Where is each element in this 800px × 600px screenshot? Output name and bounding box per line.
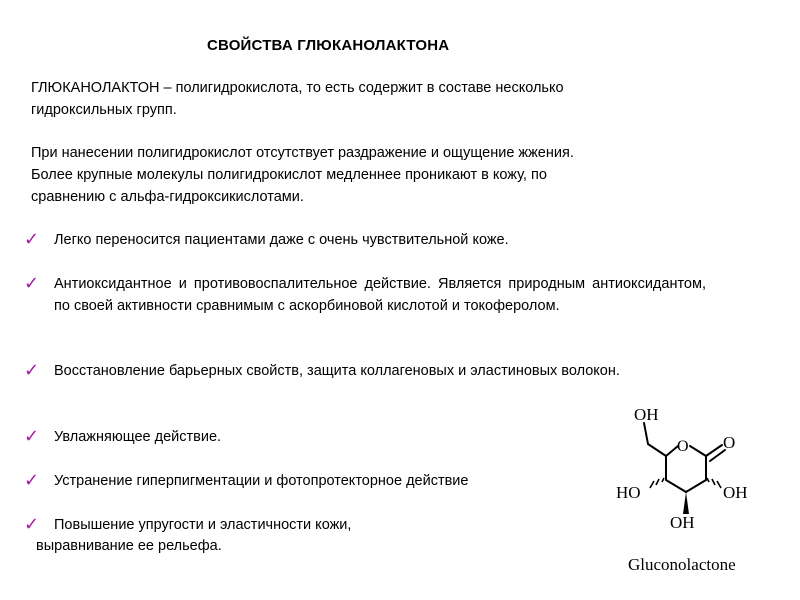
hydroxyl-label: OH <box>723 483 748 502</box>
bullet-text: Устранение гиперпигментации и фотопротекторное действие <box>54 473 469 489</box>
hydroxyl-label: OH <box>634 405 659 424</box>
intro-line: Более крупные молекулы полигидрокислот медленнее проникают в кожу, по <box>31 167 547 183</box>
checkmark-icon: ✓ <box>24 360 40 381</box>
bullet-item <box>24 360 724 382</box>
checkmark-icon: ✓ <box>24 514 40 535</box>
intro-line: При нанесении полигидрокислот отсутствует раздражение и ощущение жжения. <box>31 145 574 161</box>
gluconolactone-structure <box>598 396 788 586</box>
ring-oxygen-label: O <box>677 438 689 455</box>
bullet-text: Антиоксидантное и противовоспалительное действие. Является природным антиоксидантом, по своей активности сравнимым с аскорбиновой кислотой и токоферолом. <box>54 276 706 314</box>
carbonyl-oxygen-label: O <box>723 433 736 452</box>
checkmark-icon: ✓ <box>24 229 40 250</box>
molecule-caption: Gluconolactone <box>628 555 736 574</box>
hydroxyl-label: OH <box>670 513 695 532</box>
checkmark-icon: ✓ <box>24 426 40 447</box>
intro-paragraph-2 <box>31 142 731 208</box>
bullet-text: Повышение упругости и эластичности кожи, <box>54 517 352 533</box>
intro-line: сравнению с альфа-гидроксикислотами. <box>31 189 304 205</box>
bullet-item <box>24 273 724 317</box>
page-title: СВОЙСТВА ГЛЮКАНОЛАКТОНА <box>207 37 450 54</box>
bullet-item <box>24 229 724 251</box>
bullet-text: Увлажняющее действие. <box>54 429 222 445</box>
bullet-text: Легко переносится пациентами даже с очень чувствительной коже. <box>54 232 509 248</box>
bullet-text: Восстановление барьерных свойств, защита коллагеновых и эластиновых волокон. <box>54 363 620 379</box>
intro-paragraph-1 <box>31 77 731 121</box>
checkmark-icon: ✓ <box>24 470 40 491</box>
intro-line: гидроксильных групп. <box>31 102 177 118</box>
checkmark-icon: ✓ <box>24 273 40 294</box>
intro-line: ГЛЮКАНОЛАКТОН – полигидрокислота, то есть содержит в составе несколько <box>31 80 564 96</box>
bullet-continuation: выравнивание ее рельефа. <box>36 538 222 554</box>
hydroxyl-label: HO <box>616 483 641 502</box>
